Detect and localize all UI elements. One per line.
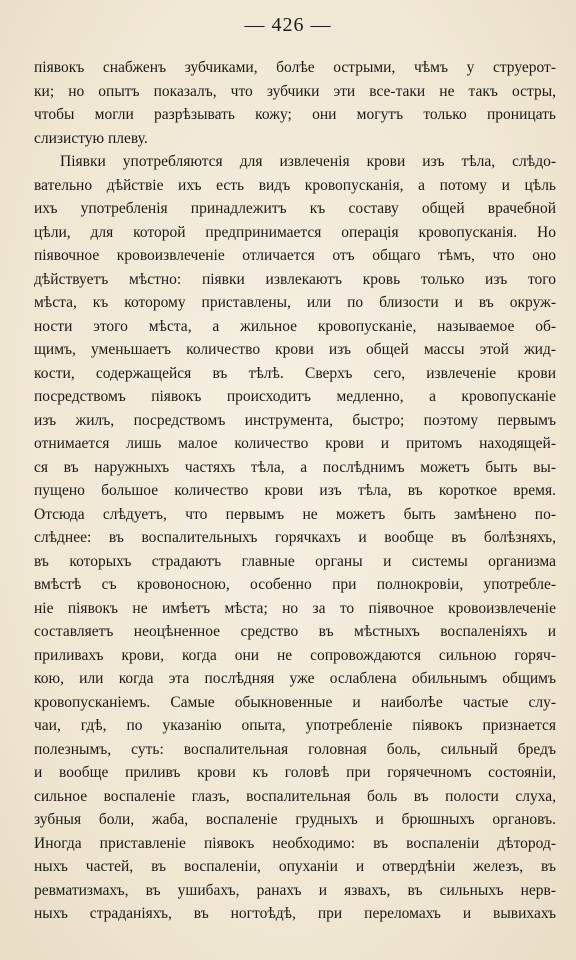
text-line: піявочное кровоизвлеченіе отличается отъ общаго тѣмъ, что оно <box>34 247 556 264</box>
text-line: щимъ, уменьшаетъ количество крови изъ общей массы этой жид- <box>34 341 556 358</box>
text-line: піявокъ снабженъ зубчиками, болѣе острыми, чѣмъ у струерот- <box>34 59 556 76</box>
text-line: ніе піявокъ не имѣетъ мѣста; но за то піявочное кровоизвлеченіе <box>34 599 556 617</box>
text-line: зубныя боли, жаба, воспаленіе грудныхъ и брюшныхъ органовъ. <box>34 811 556 828</box>
text-line: кою, или когда эта послѣдняя уже ослаблена обильнымъ общимъ <box>34 670 556 687</box>
text-line: ныхъ частей, въ воспаленіи, опуханіи и отвердѣніи железъ, въ <box>34 858 556 875</box>
text-line: Отсюда слѣдуетъ, что первымъ не можетъ быть замѣнено по- <box>34 505 556 523</box>
text-line: сильное воспаленіе глазъ, воспалительная боль въ полости слуха, <box>34 787 556 805</box>
text-line: отнимается лишь малое количество крови и притомъ находящей- <box>34 435 556 452</box>
text-line: мѣста, къ которому приставлены, или по близости и въ окруж- <box>34 294 556 311</box>
text-line: вательно дѣйствіе ихъ есть видъ кровопусканія, а потому и цѣль <box>34 176 556 194</box>
text-line: посредствомъ піявокъ происходитъ медленно, а кровопусканіе <box>34 388 556 405</box>
text-line: изъ жилъ, посредствомъ инструмента, быстро; поэтому первымъ <box>34 411 556 429</box>
text-line: Иногда приставленіе піявокъ необходимо: въ воспаленіи дѣтород- <box>34 834 556 852</box>
text-line: кости, содержащейся въ тѣлѣ. Сверхъ сего, извлеченіе крови <box>34 364 556 382</box>
text-line: Піявки употребляются для извлеченія крови изъ тѣла, слѣдо- <box>60 153 556 170</box>
text-line: и вообще приливъ крови къ головѣ при горячечномъ состояніи, <box>34 764 556 781</box>
text-line: цѣли, для которой предпринимается операція кровопусканія. Но <box>34 223 556 241</box>
text-line: въ которыхъ страдаютъ главные органы и системы организма <box>34 552 556 570</box>
text-line: ихъ употребленія принадлежитъ къ составу общей врачебной <box>34 200 556 217</box>
text-line: полезнымъ, суть: воспалительная головная боль, сильный бредъ <box>34 740 556 758</box>
text-line: слѣднее: въ воспалительныхъ горячкахъ и вообще въ болѣзняхъ, <box>34 529 556 546</box>
text-line: дѣйствуетъ мѣстно: піявки извлекаютъ кровь только изъ того <box>34 270 556 288</box>
text-line: кровопусканіемъ. Самые обыкновенные и наиболѣе частые слу- <box>34 693 556 711</box>
text-line: вмѣстѣ съ кровоносною, особенно при полнокровіи, употребле- <box>34 576 556 593</box>
text-line: приливахъ крови, когда они не сопровождаются сильною горяч- <box>34 646 556 664</box>
body-text <box>34 56 556 926</box>
text-line: ности этого мѣста, а жильное кровопусканіе, называемое об- <box>34 317 556 335</box>
text-line: чтобы могли разрѣзывать кожу; они могутъ только проницать <box>34 106 556 123</box>
text-line: ныхъ страданіяхъ, въ ногтоѣдѣ, при переломахъ и вывихахъ <box>34 905 556 922</box>
text-line: ки; но опытъ показалъ, что зубчики эти все-таки не такъ остры, <box>34 82 556 100</box>
text-line: ревматизмахъ, въ ушибахъ, ранахъ и язвахъ, въ сильныхъ нерв- <box>34 881 556 899</box>
page-number: — 426 — <box>244 14 332 36</box>
text-line: чаи, гдѣ, по указанію опыта, употребленіе піявокъ признается <box>34 717 556 734</box>
text-line: слизистую плеву. <box>34 129 148 147</box>
text-line: ся въ наружныхъ частяхъ тѣла, а послѣднимъ можетъ быть вы- <box>34 458 556 476</box>
text-line: составляетъ неоцѣненное средство въ мѣстныхъ воспаленіяхъ и <box>34 623 556 640</box>
text-line: пущено большое количество крови изъ тѣла, въ короткое время. <box>34 482 556 499</box>
